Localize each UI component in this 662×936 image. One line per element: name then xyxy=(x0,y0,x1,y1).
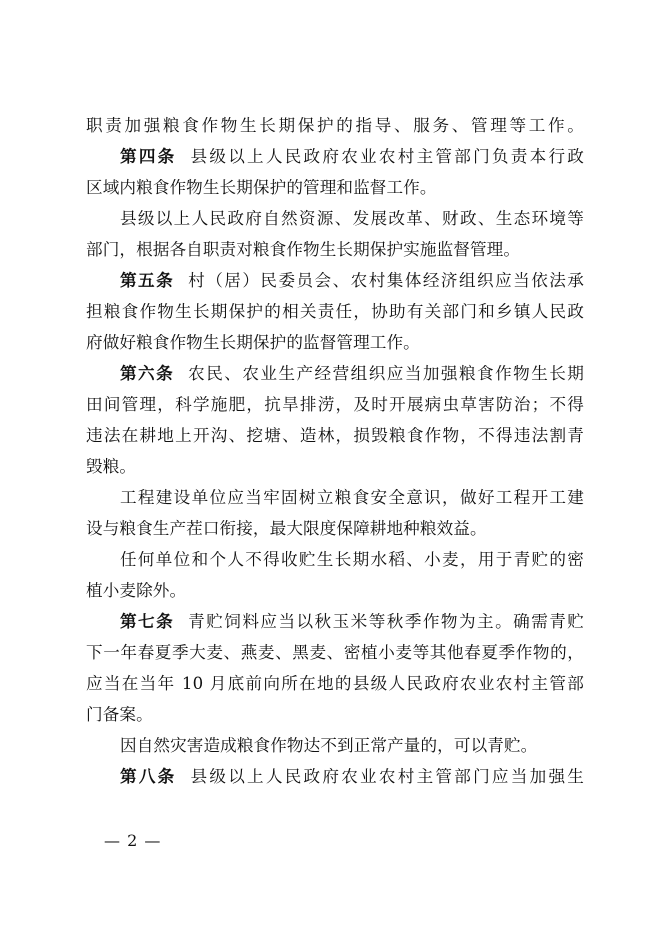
text-line: 因自然灾害造成粮食作物达不到正常产量的，可以青贮。 xyxy=(120,736,538,755)
article-number: 第七条 xyxy=(120,611,175,631)
article-4-heading-line: 第四条 县级以上人民政府农业农村主管部门负责本行政 xyxy=(120,146,584,166)
article-number: 第五条 xyxy=(120,270,175,290)
text-line: 部门，根据各自职责对粮食作物生长期保护实施监督管理。 xyxy=(86,240,521,259)
text-line: 植小麦除外。 xyxy=(86,581,187,600)
text-line: 工程建设单位应当牢固树立粮食安全意识，做好工程开工建 xyxy=(120,488,584,507)
document-body xyxy=(86,110,584,792)
text-line: 门备案。 xyxy=(86,705,153,724)
text-line: 应当在当年 10 月底前向所在地的县级人民政府农业农村主管部 xyxy=(86,674,584,693)
text-line: 设与粮食生产茬口衔接，最大限度保障耕地种粮效益。 xyxy=(86,519,487,538)
text-line: 毁粮。 xyxy=(86,457,137,476)
page-number: — 2 — xyxy=(104,831,162,850)
text-line: 田间管理，科学施肥，抗旱排涝，及时开展病虫草害防治；不得 xyxy=(86,395,584,414)
text-line: 县级以上人民政府自然资源、发展改革、财政、生态环境等 xyxy=(120,209,584,228)
text-line: 任何单位和个人不得收贮生长期水稻、小麦，用于青贮的密 xyxy=(120,550,584,569)
article-number: 第六条 xyxy=(120,363,175,383)
article-number: 第八条 xyxy=(120,766,177,786)
article-5-heading-line: 第五条 村（居）民委员会、农村集体经济组织应当依法承 xyxy=(120,270,584,290)
text-line: 下一年春夏季大麦、燕麦、黑麦、密植小麦等其他春夏季作物的， xyxy=(86,643,584,662)
article-8-heading-line: 第八条 县级以上人民政府农业农村主管部门应当加强生 xyxy=(120,766,584,786)
article-number: 第四条 xyxy=(120,146,177,166)
text-line: 府做好粮食作物生长期保护的监督管理工作。 xyxy=(86,333,420,352)
text-line: 区域内粮食作物生长期保护的管理和监督工作。 xyxy=(86,178,437,197)
text-line: 职责加强粮食作物生长期保护的指导、服务、管理等工作。 xyxy=(86,116,584,135)
article-6-heading-line: 第六条 农民、农业生产经营组织应当加强粮食作物生长期 xyxy=(120,363,584,383)
text-line: 担粮食作物生长期保护的相关责任，协助有关部门和乡镇人民政 xyxy=(86,302,584,321)
article-7-heading-line: 第七条 青贮饲料应当以秋玉米等秋季作物为主。确需青贮 xyxy=(120,611,584,631)
text-line: 违法在耕地上开沟、挖塘、造林，损毁粮食作物，不得违法割青 xyxy=(86,426,584,445)
